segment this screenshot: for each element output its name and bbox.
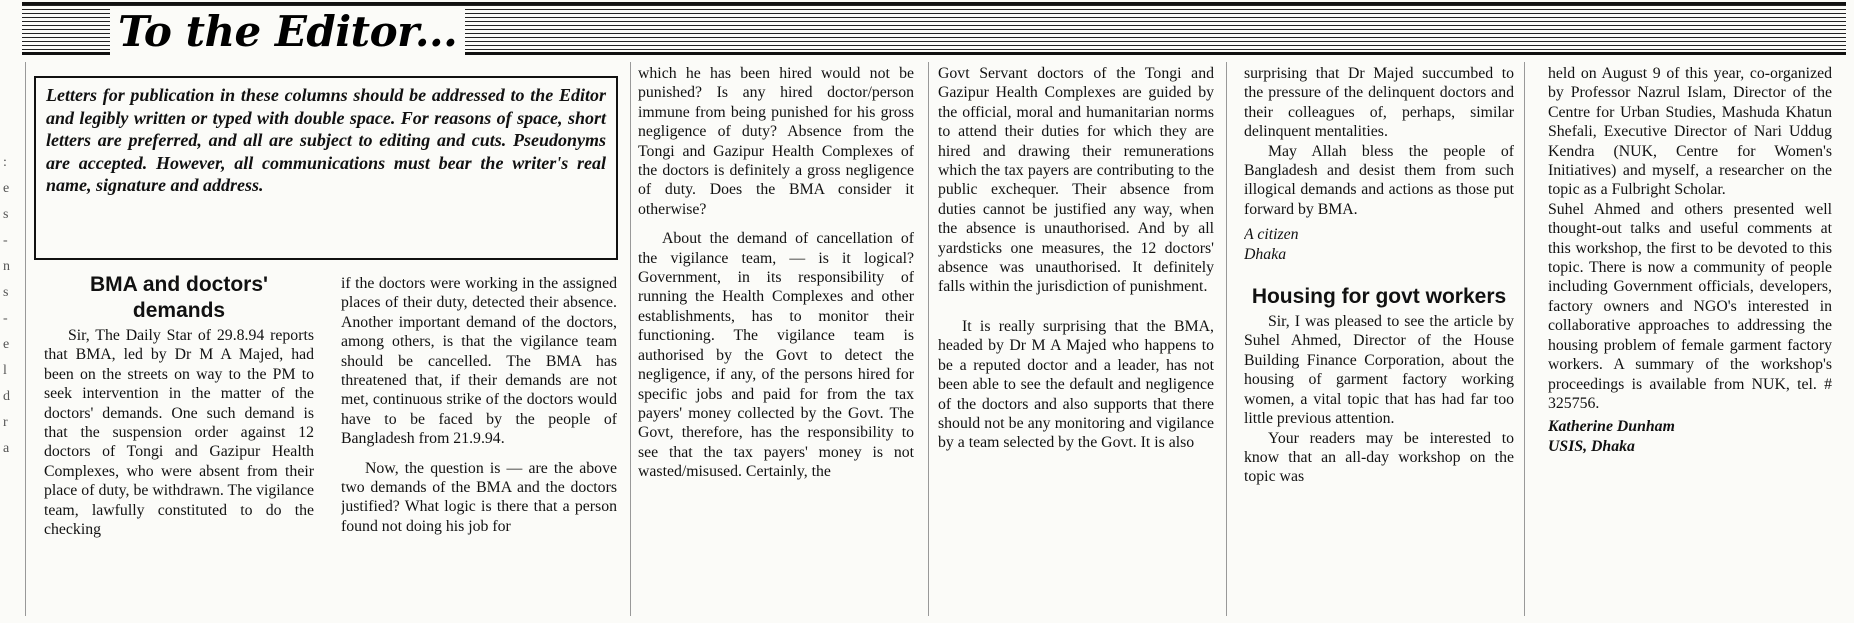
signature-place: Dhaka <box>1244 245 1287 263</box>
column-rule <box>630 62 631 616</box>
paragraph: Suhel Ahmed and others presented well thought-out talks and useful comments at this workshop, the first to be devoted to this topic. There is now a community of people including Government officials, developers, factory owners and NGO's interested in collaborative approaches to addressing the housing problem of female garment factory workers. A summary of the workshop's proceedings is available from NUK, tel. # 325756. <box>1548 200 1832 412</box>
column-2 <box>341 274 617 616</box>
paragraph: Now, the question is — are the above two demands of the BMA and the doctors justified? What logic is there that a person found not doing his job for <box>341 459 617 535</box>
signature-name: A citizen <box>1244 226 1299 244</box>
signature-place: USIS, Dhaka <box>1548 437 1635 455</box>
paragraph: surprising that Dr Majed succumbed to the pressure of the delinquent doctors and their colleagues of, perhaps, similar delinquent mentalities. <box>1244 65 1514 141</box>
column-rule <box>1226 62 1227 616</box>
paragraph: if the doctors were working in the assigned places of their duty, detected their absence. Another important demand of the doctors, among others, is that the vigilance team should be cancelled. The BMA has threatened that, if their demands are not met, continuous strike of the doctors would have to be faced by the people of Bangladesh from 21.9.94. <box>341 275 617 448</box>
column-1 <box>44 270 314 616</box>
paragraph: Govt Servant doctors of the Tongi and Gazipur Health Complexes are guided by the official, moral and humanitarian norms to attend their duties for which they are hired and drawing their remunerations which the tax payers are contributing to the public exchequer. Their absence from duties cannot be justified any way, when the absence is unauthorised. And by all yardsticks one measures, the 12 doctors' absence was unauthorised. It definitely falls within the jurisdiction of punishment. <box>938 65 1214 296</box>
letter-headline: Housing for govt workers <box>1251 285 1507 309</box>
editor-notice-box <box>34 76 618 260</box>
paragraph: It is really surprising that the BMA, headed by Dr M A Majed who happens to be a reputed doctor and a leader, has not been able to see the default and negligence of the doctors and also supports that there should not be any monitoring and vigilance by a team selected by the Govt. It is also <box>938 317 1214 452</box>
column-rule <box>928 62 929 616</box>
editor-notice: Letters for publication in these columns should be addressed to the Editor and legibly written or typed with double space. For reasons of space, short letters are preferred, and all are subject to editing and cuts. Pseudonyms are accepted. However, all communications must bear the writer's real name, signature and address. <box>46 85 606 196</box>
column-3 <box>638 64 914 616</box>
column-rule <box>1524 62 1525 616</box>
paragraph: Sir, I was pleased to see the article by Suhel Ahmed, Director of the House Building Finance Corporation, about the housing of garment factory working women, a vital topic that has had far too little previous attention. <box>1244 313 1514 428</box>
paragraph: About the demand of cancellation of the vigilance team, — is it logical? Government, in its responsibility of running the Health Complexes and other establishments, has to monitor their functioning. The vigilance team is authorised by the Govt to detect the negligence, if any, of the persons hired for specific jobs and paid for from the tax payers' money collected by the Govt. The Govt, therefore, has the responsibility to see that the tax payers' money is not wasted/misused. Certainly, the <box>638 230 914 481</box>
letter-headline: BMA and doctors' demands <box>89 273 269 322</box>
page-edge-marks: : e s - n s - e l d r a <box>3 155 10 456</box>
paragraph: which he has been hired would not be punished? Is any hired doctor/person immune from being punished for his gross negligence of duty? Absence from the Tongi and Gazipur Health Complexes of the doctors is definitely a gross negligence of duty. Does the BMA consider it otherwise? <box>638 65 914 218</box>
signature-name: Katherine Dunham <box>1548 418 1675 436</box>
section-title: To the Editor... <box>110 7 465 57</box>
paragraph: Sir, The Daily Star of 29.8.94 reports that BMA, led by Dr M A Majed, had been on the streets on way to the PM to seek intervention in the matter of the doctors' demands. One such demand is that the suspension order against 12 doctors of Tongi and Gazipur Health Complexes, who were absent from their place of duty, be withdrawn. The vigilance team, lawfully constituted to do the checking <box>44 327 314 539</box>
column-4 <box>938 64 1214 616</box>
paragraph: held on August 9 of this year, co-organized by Professor Nazrul Islam, Director of the Centre for Urban Studies, Mashuda Khatun Shefali, Executive Director of Nari Uddug Kendra (NUK, Centre for Women's Initiatives) and myself, a researcher on the topic as a Fulbright Scholar. <box>1548 65 1832 199</box>
column-rule <box>25 62 26 616</box>
paragraph: Your readers may be interested to know that an all-day workshop on the topic was <box>1244 429 1514 486</box>
section-banner <box>22 2 1846 55</box>
column-6 <box>1548 64 1832 616</box>
column-5 <box>1244 64 1514 616</box>
paragraph: May Allah bless the people of Bangladesh and desist them from such illogical demands and actions as those put forward by BMA. <box>1244 142 1514 218</box>
